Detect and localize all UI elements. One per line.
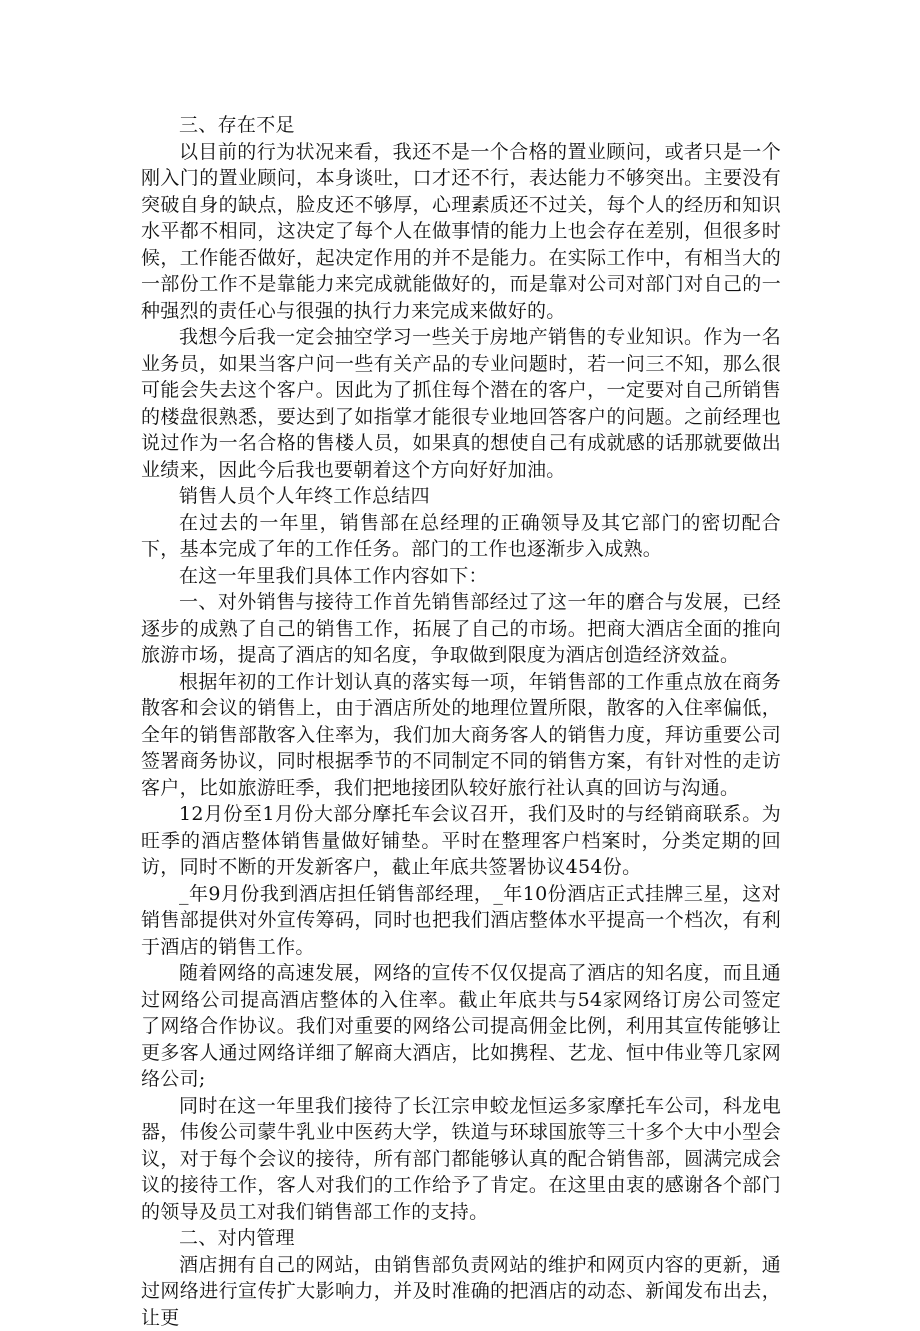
section-title: 销售人员个人年终工作总结四 [141,483,781,510]
paragraph: 12月份至1月份大部分摩托车会议召开，我们及时的与经销商联系。为旺季的酒店整体销售量做好铺垫。平时在整理客户档案时，分类定期的回访，同时不断的开发新客户，截止年底共签署协议454份。 [141,801,781,881]
paragraph: 我想今后我一定会抽空学习一些关于房地产销售的专业知识。作为一名业务员，如果当客户问一些有关产品的专业问题时，若一问三不知，那么很可能会失去这个客户。因此为了抓住每个潜在的客户，一定要对自己所销售的楼盘很熟悉，要达到了如指掌才能很专业地回答客户的问题。之前经理也说过作为一名合格的售楼人员，如果真的想使自己有成就感的话那就要做出业绩来，因此今后我也要朝着这个方向好好加油。 [141,324,781,483]
document-body [141,112,781,1331]
paragraph: 以目前的行为状况来看，我还不是一个合格的置业顾问，或者只是一个刚入门的置业顾问，本身谈吐，口才还不行，表达能力不够突出。主要没有突破自身的缺点，脸皮还不够厚，心理素质还不过关，每个人的经历和知识水平都不相同，这决定了每个人在做事情的能力上也会存在差别，但很多时候，工作能否做好，起决定作用的并不是能力。在实际工作中，有相当大的一部份工作不是靠能力来完成就能做好的，而是靠对公司对部门对自己的一种强烈的责任心与很强的执行力来完成来做好的。 [141,139,781,325]
paragraph: 一、对外销售与接待工作首先销售部经过了这一年的磨合与发展，已经逐步的成熟了自己的销售工作，拓展了自己的市场。把商大酒店全面的推向旅游市场，提高了酒店的知名度，争取做到限度为酒店创造经济效益。 [141,589,781,669]
paragraph: 根据年初的工作计划认真的落实每一项，年销售部的工作重点放在商务散客和会议的销售上，由于酒店所处的地理位置所限，散客的入住率偏低，全年的销售部散客入住率为，我们加大商务客人的销售力度，拜访重要公司签署商务协议，同时根据季节的不同制定不同的销售方案，有针对性的走访客户，比如旅游旺季，我们把地接团队较好旅行社认真的回访与沟通。 [141,669,781,802]
heading-internal-management: 二、对内管理 [141,1225,781,1252]
paragraph: 酒店拥有自己的网站，由销售部负责网站的维护和网页内容的更新，通过网络进行宣传扩大影响力，并及时准确的把酒店的动态、新闻发布出去，让更 [141,1252,781,1331]
paragraph: 在过去的一年里，销售部在总经理的正确领导及其它部门的密切配合下，基本完成了年的工作任务。部门的工作也逐渐步入成熟。 [141,510,781,563]
paragraph: 随着网络的高速发展，网络的宣传不仅仅提高了酒店的知名度，而且通过网络公司提高酒店整体的入住率。截止年底共与54家网络订房公司签定了网络合作协议。我们对重要的网络公司提高佣金比例，利用其宣传能够让更多客人通过网络详细了解商大酒店，比如携程、艺龙、恒中伟业等几家网络公司; [141,960,781,1093]
heading-shortcomings: 三、存在不足 [141,112,781,139]
paragraph: 在这一年里我们具体工作内容如下： [141,563,781,590]
paragraph: _年9月份我到酒店担任销售部经理，_年10份酒店正式挂牌三星，这对销售部提供对外宣传筹码，同时也把我们酒店整体水平提高一个档次，有利于酒店的销售工作。 [141,881,781,961]
paragraph: 同时在这一年里我们接待了长江宗申蛟龙恒运多家摩托车公司，科龙电器，伟俊公司蒙牛乳业中医药大学，铁道与环球国旅等三十多个大中小型会议，对于每个会议的接待，所有部门都能够认真的配合销售部，圆满完成会议的接待工作，客人对我们的工作给予了肯定。在这里由衷的感谢各个部门的领导及员工对我们销售部工作的支持。 [141,1093,781,1226]
